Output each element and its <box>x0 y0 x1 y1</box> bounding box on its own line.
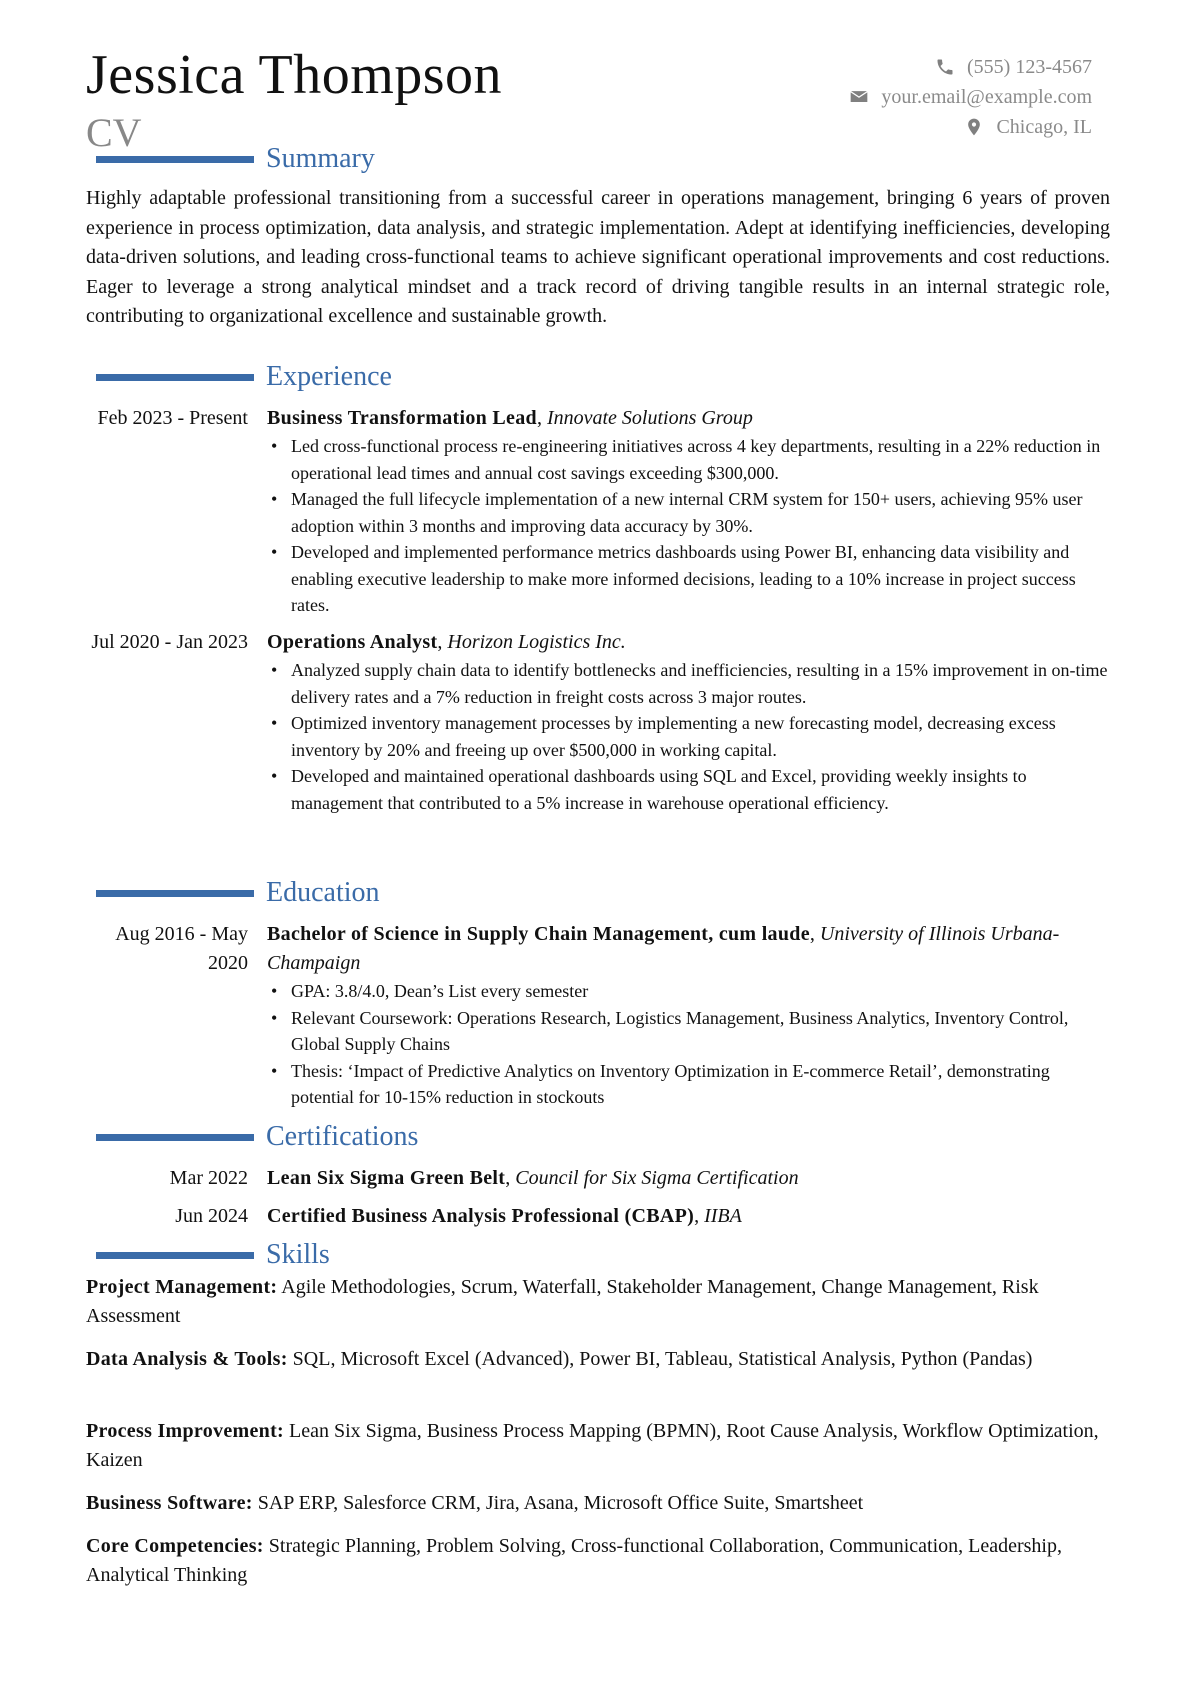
skill-row <box>86 1417 1112 1475</box>
list-item: • Developed and maintained operational dashboards using SQL and Excel, providing weekly insights to management that contributed to a 5% increase in warehouse operational efficiency. <box>267 763 1112 816</box>
section-title: Education <box>266 877 380 908</box>
skill-label: Process Improvement: <box>86 1420 284 1442</box>
email-link[interactable]: your.email@example.com <box>881 86 1092 108</box>
phone-link[interactable]: (555) 123-4567 <box>967 56 1092 78</box>
summary-text: Highly adaptable professional transitioning from a successful career in operations management, bringing 6 years of proven experience in process optimization, data analysis, and strategic implementation. Adept at identifying inefficiencies, developing data-driven solutions, and leading cross-functional teams to achieve significant operational improvements and cost reductions. Eager to leverage a strong analytical mindset and a track record of driving tangible results in an internal strategic role, contributing to organizational excellence and sustainable growth. <box>86 187 1110 327</box>
phone-icon <box>935 57 955 77</box>
entry-heading: Bachelor of Science in Supply Chain Management, cum laude, University of Illinois Urbana-Champaign <box>267 923 1060 974</box>
skill-row <box>86 1532 1112 1590</box>
contact-email <box>849 82 1092 112</box>
candidate-name: Jessica Thompson <box>86 44 503 106</box>
list-item: • Managed the full lifecycle implementation of a new internal CRM system for 150+ users, achieving 95% user adoption within 3 months and improving data accuracy by 30%. <box>267 486 1112 539</box>
entry-date: Jul 2020 - Jan 2023 <box>91 631 248 653</box>
issuer: Council for Six Sigma Certification <box>515 1167 799 1189</box>
skill-row <box>86 1345 1112 1374</box>
section-title: Summary <box>266 143 375 174</box>
entry-body <box>267 404 1112 619</box>
issuer: IIBA <box>704 1205 742 1227</box>
section-education <box>96 876 380 910</box>
skill-label: Core Competencies: <box>86 1535 264 1557</box>
section-summary <box>96 142 375 176</box>
entry-heading: Certified Business Analysis Professional (CBAP), IIBA <box>267 1205 742 1227</box>
section-experience <box>96 360 392 394</box>
section-accent-bar <box>96 156 254 163</box>
section-accent-bar <box>96 374 254 381</box>
entry-heading: Business Transformation Lead, Innovate Solutions Group <box>267 407 753 429</box>
skill-row <box>86 1489 1112 1518</box>
section-skills <box>96 1238 330 1272</box>
contact-phone <box>849 52 1092 82</box>
envelope-icon <box>849 87 869 107</box>
institution: University of Illinois Urbana-Champaign <box>267 923 1060 974</box>
bullet-list <box>267 978 1112 1111</box>
list-item: • Thesis: ‘Impact of Predictive Analytics on Inventory Optimization in E-commerce Retail’, demonstrating potential for 10-15% reduction in stockouts <box>267 1058 1112 1111</box>
list-item: • Led cross-functional process re-engineering initiatives across 4 key departments, resulting in a 22% reduction in operational lead times and annual cost savings exceeding $300,000. <box>267 433 1112 486</box>
section-accent-bar <box>96 1134 254 1141</box>
skill-label: Data Analysis & Tools: <box>86 1348 288 1370</box>
section-title: Skills <box>266 1239 330 1270</box>
location-text: Chicago, IL <box>996 116 1092 138</box>
job-title: Operations Analyst <box>267 631 438 653</box>
entry-date: Jun 2024 <box>175 1205 248 1227</box>
skill-label: Business Software: <box>86 1492 253 1514</box>
entry-date: Aug 2016 - May 2020 <box>115 923 248 974</box>
section-certifications <box>96 1120 418 1154</box>
bullet-list <box>267 657 1112 816</box>
section-accent-bar <box>96 890 254 897</box>
contact-block <box>849 52 1092 142</box>
bullet-list <box>267 433 1112 619</box>
skill-value: Lean Six Sigma, Business Process Mapping (BPMN), Root Cause Analysis, Workflow Optimization, Kaizen <box>86 1420 1099 1471</box>
skill-value: SQL, Microsoft Excel (Advanced), Power BI, Tableau, Statistical Analysis, Python (Pandas) <box>292 1348 1033 1370</box>
certification-title: Certified Business Analysis Professional (CBAP) <box>267 1205 695 1227</box>
list-item: • GPA: 3.8/4.0, Dean’s List every semester <box>267 978 1112 1005</box>
organization: Innovate Solutions Group <box>546 407 753 429</box>
entry-date: Feb 2023 - Present <box>97 407 248 429</box>
section-title: Certifications <box>266 1121 419 1152</box>
degree-title: Bachelor of Science in Supply Chain Management, cum laude <box>267 923 810 945</box>
list-item: • Optimized inventory management processes by implementing a new forecasting model, decreasing excess inventory by 20% and freeing up over $500,000 in working capital. <box>267 710 1112 763</box>
entry-heading: Operations Analyst, Horizon Logistics Inc. <box>267 631 626 653</box>
section-title: Experience <box>266 361 392 392</box>
entry-body <box>267 1202 1112 1231</box>
entry-body <box>267 920 1112 1111</box>
entry-body <box>267 1164 1112 1193</box>
skill-value: SAP ERP, Salesforce CRM, Jira, Asana, Microsoft Office Suite, Smartsheet <box>257 1492 864 1514</box>
list-item: • Developed and implemented performance metrics dashboards using Power BI, enhancing data visibility and enabling executive leadership to make more informed decisions, leading to a 10% increase in project success rates. <box>267 539 1112 619</box>
organization: Horizon Logistics Inc. <box>447 631 626 653</box>
entry-heading: Lean Six Sigma Green Belt, Council for Six Sigma Certification <box>267 1167 799 1189</box>
document-type: CV <box>86 110 142 155</box>
contact-location <box>849 112 1092 142</box>
section-accent-bar <box>96 1252 254 1259</box>
skill-row <box>86 1273 1112 1331</box>
job-title: Business Transformation Lead <box>267 407 537 429</box>
skill-value: Agile Methodologies, Scrum, Waterfall, Stakeholder Management, Change Management, Risk Assessment <box>86 1276 1039 1327</box>
list-item: • Analyzed supply chain data to identify bottlenecks and inefficiencies, resulting in a 15% improvement in on-time delivery rates and a 7% reduction in freight costs across 3 major routes. <box>267 657 1112 710</box>
list-item: • Relevant Coursework: Operations Research, Logistics Management, Business Analytics, Inventory Control, Global Supply Chains <box>267 1005 1112 1058</box>
entry-date: Mar 2022 <box>169 1167 248 1189</box>
skill-label: Project Management: <box>86 1276 278 1298</box>
entry-body <box>267 628 1112 816</box>
skill-value: Strategic Planning, Problem Solving, Cross-functional Collaboration, Communication, Leadership, Analytical Thinking <box>86 1535 1062 1586</box>
certification-title: Lean Six Sigma Green Belt <box>267 1167 506 1189</box>
map-pin-icon <box>964 117 984 137</box>
